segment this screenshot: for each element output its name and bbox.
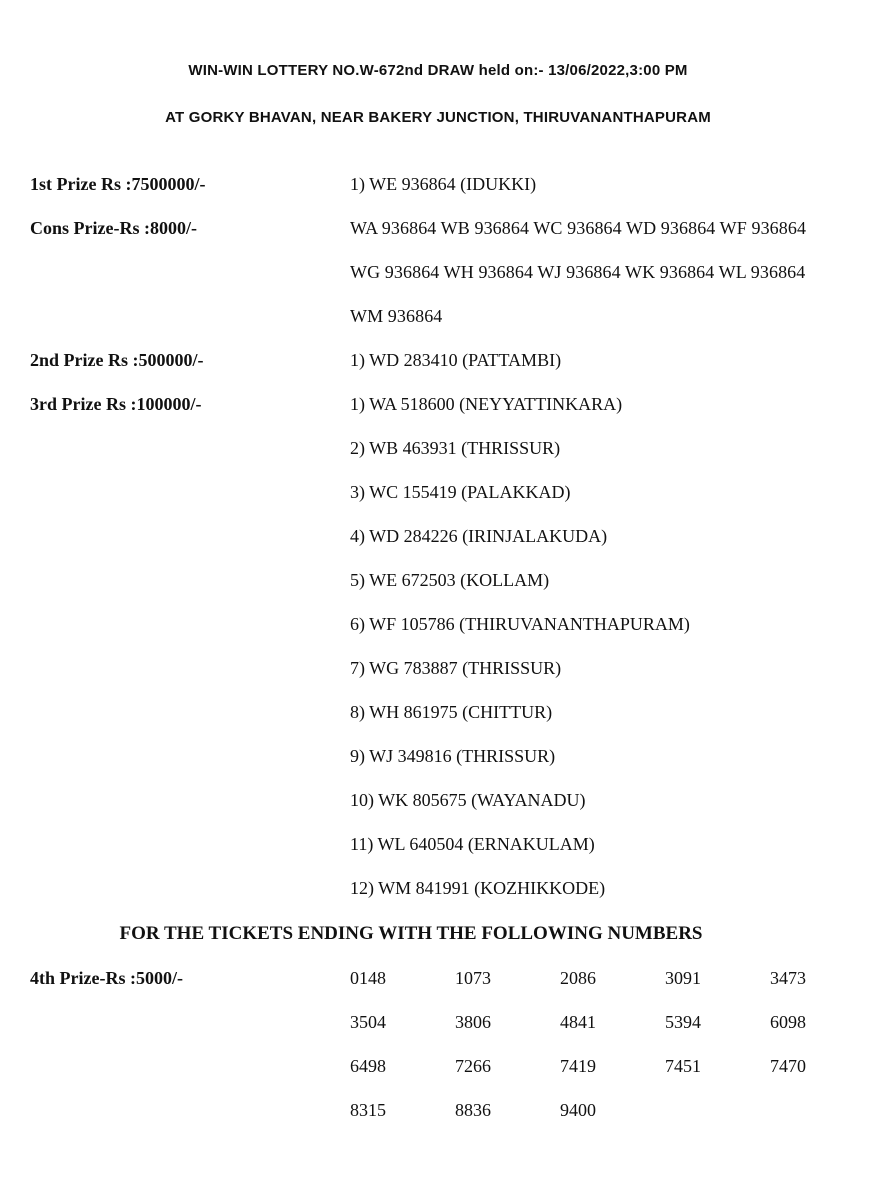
number-cell xyxy=(770,1088,875,1132)
ending-numbers-note: FOR THE TICKETS ENDING WITH THE FOLLOWING NUMBERS xyxy=(119,923,703,944)
document-header xyxy=(0,0,876,126)
first-prize-row xyxy=(30,162,852,206)
results-body xyxy=(0,162,876,1132)
fourth-prize-label: 4th Prize-Rs :5000/- xyxy=(30,968,183,988)
third-prize-winner: 12) WM 841991 (KOZHIKKODE) xyxy=(350,878,606,898)
number-row xyxy=(350,1000,875,1044)
third-prize-winner: 11) WL 640504 (ERNAKULAM) xyxy=(350,834,595,854)
first-prize-winner: 1) WE 936864 (IDUKKI) xyxy=(350,174,537,194)
consolation-line: WA 936864 WB 936864 WC 936864 WD 936864 WF 936864 xyxy=(350,218,807,238)
third-prize-winner: 8) WH 861975 (CHITTUR) xyxy=(350,702,553,722)
header-venue-line: AT GORKY BHAVAN, NEAR BAKERY JUNCTION, THIRUVANANTHAPURAM xyxy=(165,109,711,126)
number-cell: 4841 xyxy=(560,1012,596,1032)
third-prize-winner: 3) WC 155419 (PALAKKAD) xyxy=(350,482,571,502)
third-prize-winner: 10) WK 805675 (WAYANADU) xyxy=(350,790,586,810)
second-prize-winner: 1) WD 283410 (PATTAMBI) xyxy=(350,350,562,370)
consolation-line: WG 936864 WH 936864 WJ 936864 WK 936864 WL 936864 xyxy=(350,262,806,282)
third-prize-winner: 6) WF 105786 (THIRUVANANTHAPURAM) xyxy=(350,614,690,634)
third-prize-winner: 2) WB 463931 (THRISSUR) xyxy=(350,438,561,458)
consolation-line: WM 936864 xyxy=(350,306,443,326)
number-cell: 3504 xyxy=(350,1012,386,1032)
third-prize-label: 3rd Prize Rs :100000/- xyxy=(30,394,202,414)
third-prize-winner: 4) WD 284226 (IRINJALAKUDA) xyxy=(350,526,608,546)
consolation-prize-label: Cons Prize-Rs :8000/- xyxy=(30,218,197,238)
third-prize-winners xyxy=(350,382,852,910)
third-prize-row xyxy=(30,382,852,910)
number-cell xyxy=(665,1088,770,1132)
second-prize-label: 2nd Prize Rs :500000/- xyxy=(30,350,204,370)
number-cell: 8315 xyxy=(350,1100,386,1120)
number-row xyxy=(350,956,875,1000)
number-cell: 7419 xyxy=(560,1056,596,1076)
consolation-prize-row xyxy=(30,206,852,338)
number-cell: 1073 xyxy=(455,968,491,988)
number-cell: 3806 xyxy=(455,1012,491,1032)
number-cell: 5394 xyxy=(665,1012,701,1032)
number-cell: 7266 xyxy=(455,1056,491,1076)
number-row xyxy=(350,1044,875,1088)
third-prize-winner: 1) WA 518600 (NEYYATTINKARA) xyxy=(350,394,623,414)
number-cell: 6098 xyxy=(770,1012,806,1032)
fourth-prize-row xyxy=(30,956,852,1132)
number-row xyxy=(350,1088,875,1132)
number-cell: 3473 xyxy=(770,968,806,988)
number-cell: 7451 xyxy=(665,1056,701,1076)
first-prize-label: 1st Prize Rs :7500000/- xyxy=(30,174,206,194)
second-prize-row xyxy=(30,338,852,382)
number-cell: 3091 xyxy=(665,968,701,988)
number-cell: 9400 xyxy=(560,1100,596,1120)
number-cell: 0148 xyxy=(350,968,386,988)
number-cell: 8836 xyxy=(455,1100,491,1120)
third-prize-winner: 5) WE 672503 (KOLLAM) xyxy=(350,570,550,590)
third-prize-winner: 9) WJ 349816 (THRISSUR) xyxy=(350,746,556,766)
number-cell: 2086 xyxy=(560,968,596,988)
number-cell: 6498 xyxy=(350,1056,386,1076)
third-prize-winner: 7) WG 783887 (THRISSUR) xyxy=(350,658,562,678)
number-cell: 7470 xyxy=(770,1056,806,1076)
header-title-line: WIN-WIN LOTTERY NO.W-672nd DRAW held on:- 13/06/2022,3:00 PM xyxy=(188,62,688,79)
fourth-prize-numbers xyxy=(350,956,875,1132)
consolation-prize-values xyxy=(350,206,852,338)
